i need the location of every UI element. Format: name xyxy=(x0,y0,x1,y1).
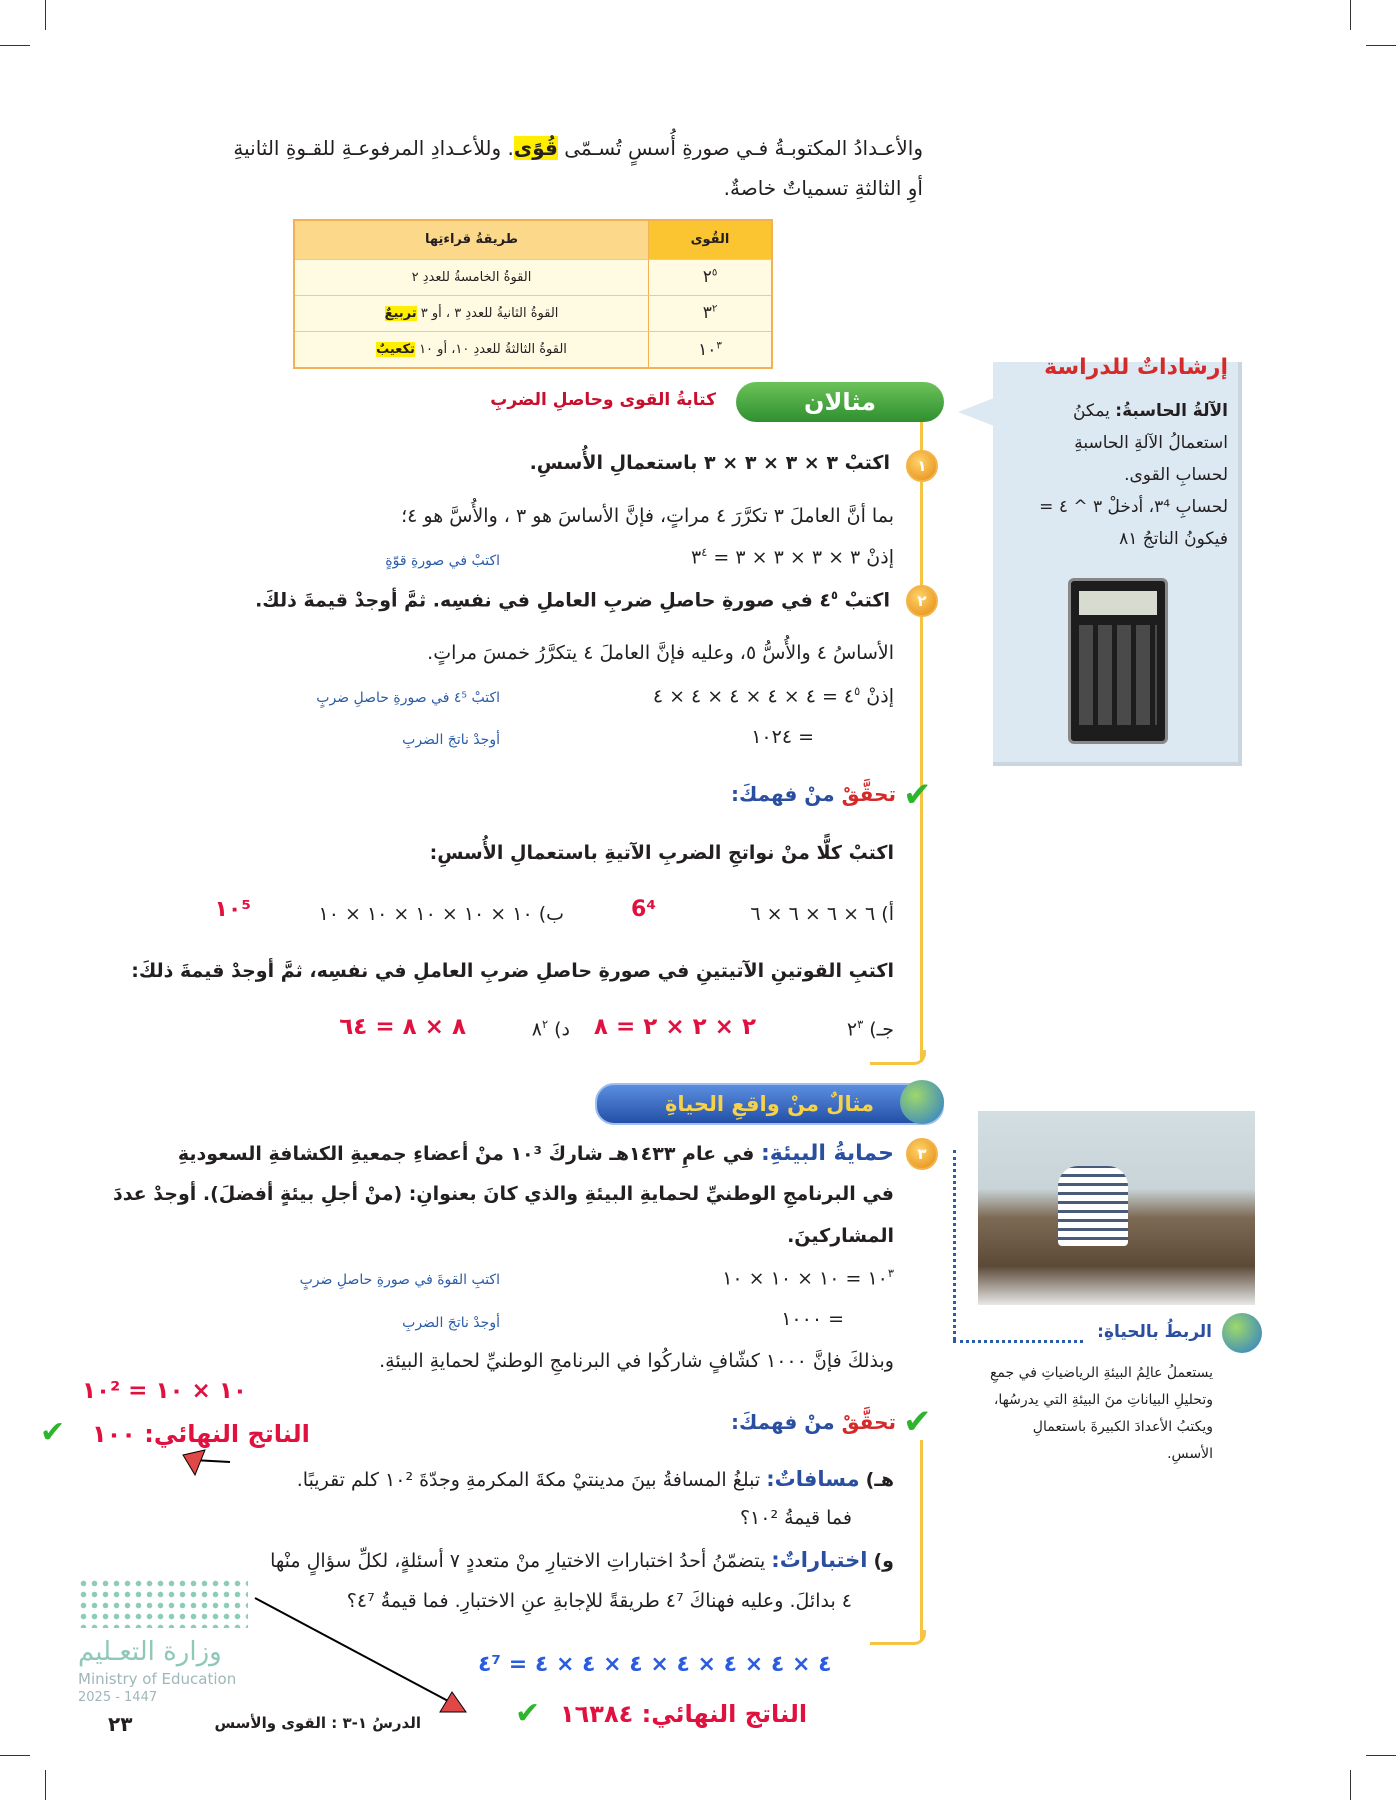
rw-note2: أوجدْ ناتجَ الضربِ xyxy=(402,1315,500,1331)
term-square: تربيعٌ xyxy=(384,305,417,321)
check-icon: ✔ xyxy=(903,1402,932,1442)
annotation-f-result: الناتج النهائي: ١٦٣٨٤ xyxy=(560,1700,808,1728)
base: ٣ xyxy=(702,303,712,324)
term-cube: تكعيبٌ xyxy=(376,342,415,357)
exponent: ٥ xyxy=(854,684,861,698)
exponent: ٥ xyxy=(711,267,718,279)
term: مسافاتٌ: xyxy=(766,1467,860,1491)
line-text: في عامِ ١٤٣٣هـ شاركَ ١٠³ منْ أعضاءِ جمعيةِ الكشافةِ السعوديةِ xyxy=(177,1143,761,1165)
ex2-note1: اكتبْ ٤⁵ في صورةِ حاصلِ ضربٍ xyxy=(316,690,500,706)
step-text: = ١٠ × ١٠ × ١٠ xyxy=(722,1267,868,1290)
check1-instruction-2: اكتبِ القوتينِ الآتيتينِ في صورةِ حاصلِ ضربِ العاملِ في نفسِه، ثمَّ أوجدْ قيمةَ ذلكَ: xyxy=(131,960,894,982)
term: اختباراتٌ: xyxy=(771,1548,868,1572)
exercise-text: د) ٨ xyxy=(531,1018,570,1041)
ministry-name-ar: وزارة التعـليم xyxy=(78,1637,222,1667)
check1-instruction-1: اكتبْ كلًّا منْ نواتجِ الضربِ الآتيةِ باستعمالِ الأُسسِ: xyxy=(429,842,894,864)
life-link-line: الأسسِ. xyxy=(1167,1446,1213,1462)
prompt-text: في صورةِ حاصلِ ضربِ العاملِ في نفسِه. ثمَّ أوجدْ قيمةَ ذلكَ. xyxy=(255,589,820,612)
exponent: ٣ xyxy=(716,339,722,351)
rw-note1: اكتبِ القوةَ في صورةِ حاصلِ ضربٍ xyxy=(299,1272,500,1288)
reading: القوةُ الخامسةُ للعددِ ٢ xyxy=(411,269,532,285)
annotation-e-work: ١٠ × ١٠ = ١٠² xyxy=(82,1378,247,1404)
examples-subtitle: كتابةُ القوى وحاصلِ الضربِ xyxy=(490,390,716,410)
exercise-f-line2: ٤ بدائلَ. وعليه فهناكَ ٤⁷ طريقةً للإجابةِ عنِ الاختبارِ. فما قيمةُ ٤⁷؟ xyxy=(346,1590,852,1612)
title-part: منْ فهمكَ: xyxy=(731,1410,842,1434)
term-env: حمايةُ البيئةِ: xyxy=(760,1141,894,1166)
study-tips-title: إرشاداتٌ للدراسة xyxy=(1044,355,1228,380)
exercise-text: جـ) ٢ xyxy=(846,1018,894,1041)
life-link-line: ويكتبُ الأعدادَ الكبيرةَ باستعمالِ xyxy=(1032,1419,1213,1435)
tip-line: استعمالُ الآلةِ الحاسبةِ xyxy=(1074,433,1228,453)
step-text: إذنْ ٤ xyxy=(843,685,894,708)
example-number-3: ٣ xyxy=(906,1138,938,1170)
arrow-head xyxy=(440,1692,466,1712)
check-mark-icon: ✔ xyxy=(515,1696,541,1731)
line-text: يتضمّنُ أحدُ اختباراتِ الاختيارِ منْ متعددٍ ٧ أسئلةٍ، لكلِّ سؤالٍ منْها xyxy=(270,1550,772,1572)
exponent: ٤ xyxy=(701,545,708,559)
ex1-prompt: اكتبْ ٣ × ٣ × ٣ × ٣ باستعمالِ الأُسسِ. xyxy=(529,452,890,474)
ministry-year: 2025 - 1447 xyxy=(78,1690,158,1705)
ex2-note2: أوجدْ ناتجَ الضربِ xyxy=(402,732,500,748)
tip-line: لحسابِ القوى. xyxy=(1124,465,1228,485)
arrow-head xyxy=(183,1450,205,1475)
exercise-a: أ) ٦ × ٦ × ٦ × ٦ xyxy=(750,903,894,925)
table-header-powers: القُوى xyxy=(649,221,772,259)
exercise-b: ب) ١٠ × ١٠ × ١٠ × ١٠ × ١٠ xyxy=(318,903,564,925)
example-number-2: ٢ xyxy=(906,585,938,617)
tip-line: يمكنُ xyxy=(1072,401,1110,421)
tip-line: فيكونُ الناتجُ ٨١ xyxy=(1119,529,1228,549)
base: ٢ xyxy=(702,267,712,288)
check-mark-icon: ✔ xyxy=(40,1415,66,1450)
intro-text: . وللأعـدادِ المرفوعـةِ للقـوةِ الثانيةِ xyxy=(233,136,514,160)
exponent: ٣ xyxy=(887,1266,894,1280)
line-text: تبلغُ المسافةُ بينَ مدينتيْ مكةَ المكرمةِ وجدّةَ ١٠² كلم تقريبًا. xyxy=(296,1469,767,1491)
table-header-reading: طريقةُ قراءتِها xyxy=(295,221,649,259)
ministry-logo-dots xyxy=(78,1578,248,1628)
step-text: ١٠ xyxy=(867,1267,888,1290)
rw-line3: المشاركينَ. xyxy=(787,1225,894,1247)
intro-line-2: أوِ الثالثةِ تسمياتٌ خاصةٌ. xyxy=(723,176,923,200)
answer-c: ٢ × ٢ × ٢ = ٨ xyxy=(593,1014,756,1040)
rw-step2: = ١٠٠٠ xyxy=(781,1308,844,1330)
annotation-e-result: الناتج النهائي: ١٠٠ xyxy=(92,1420,310,1448)
lesson-footer: الدرسُ ١-٣ : القوى والأسس xyxy=(214,1714,421,1732)
ministry-name-en: Ministry of Education xyxy=(78,1670,237,1688)
check-icon: ✔ xyxy=(903,775,932,815)
life-link-title: الربطُ بالحياةِ: xyxy=(1097,1322,1212,1342)
label: هـ) xyxy=(865,1469,894,1491)
title-part: تحقَّقْ xyxy=(841,1410,896,1434)
tip-line: لحسابِ ٣⁴، أدخلْ ٣ ^ ٤ = xyxy=(1039,497,1228,517)
ex2-step1: الأساسُ ٤ والأُسُّ ٥، وعليه فإنَّ العاملَ ٤ يتكرَّرُ خمسَ مراتٍ. xyxy=(427,642,894,664)
example-number-1: ١ xyxy=(906,450,938,482)
exponent: ٣ xyxy=(857,1017,864,1031)
real-world-badge: مثالٌ منْ واقعِ الحياةِ xyxy=(595,1083,944,1125)
rw-conclusion: وبذلكَ فإنَّ ١٠٠٠ كشّافٍ شاركُوا في البرنامجِ الوطنيِّ لحمايةِ البيئةِ. xyxy=(379,1350,894,1372)
intro-text: والأعـدادُ المكتوبـةُ فـي صورةِ أُسسٍ تُسـمّى xyxy=(557,136,923,160)
examples-badge: مثالان xyxy=(736,382,944,422)
ex2-step3: = ١٠٢٤ xyxy=(751,726,814,748)
ex1-note: اكتبْ في صورةِ قوّةٍ xyxy=(385,553,500,569)
base: ١٠ xyxy=(698,339,717,360)
life-link-line: يستعملُ عالِمُ البيئةِ الرياضياتِ في جمعِ xyxy=(989,1365,1213,1381)
exponent: ٢ xyxy=(541,1017,549,1031)
title-part: تحقَّقْ xyxy=(841,782,896,806)
reading: القوةُ الثالثةُ للعددِ ١٠، أو ١٠ xyxy=(414,342,567,357)
prompt-text: اكتبْ ٤ xyxy=(819,589,890,612)
term-powers: قُوًى xyxy=(513,136,558,160)
ex1-step1: بما أنَّ العاملَ ٣ تكرَّرَ ٤ مراتٍ، فإنَّ الأساسَ هو ٣ ، والأُسَّ هو ٤؛ xyxy=(401,505,894,527)
exponent: ٢ xyxy=(711,303,718,315)
answer-b: ١٠⁵ xyxy=(214,897,251,922)
annotation-f-work: ٤ × ٤ × ٤ × ٤ × ٤ × ٤ × ٤ = ٤⁷ xyxy=(478,1652,832,1677)
title-part: منْ فهمكَ: xyxy=(731,782,842,806)
exponent: ٥ xyxy=(831,588,838,602)
exercise-e-line2: فما قيمةُ ١٠²؟ xyxy=(739,1507,852,1529)
calculator-term: الآلةُ الحاسبةُ: xyxy=(1115,401,1228,421)
answer-a: 6⁴ xyxy=(631,897,656,922)
reading: القوةُ الثانيةُ للعددِ ٣ ، أو ٣ xyxy=(416,305,559,321)
arrow-line xyxy=(255,1598,450,1702)
label: و) xyxy=(873,1550,894,1572)
page-number: ٢٣ xyxy=(108,1712,133,1736)
answer-d: ٨ × ٨ = ٦٤ xyxy=(339,1014,466,1040)
ex1-step2-text: إذنْ ٣ × ٣ × ٣ × ٣ = ٣ xyxy=(691,546,894,569)
step-text: = ٤ × ٤ × ٤ × ٤ × ٤ xyxy=(652,685,844,708)
life-link-line: وتحليلِ البياناتِ منَ البيئةِ التي يدرسُها، xyxy=(993,1392,1213,1408)
rw-line2: في البرنامجِ الوطنيِّ لحمايةِ البيئةِ والذي كانَ بعنوانِ: (منْ أجلِ بيئةٍ أفضلَ). أوجدْ عددَ xyxy=(112,1183,894,1205)
